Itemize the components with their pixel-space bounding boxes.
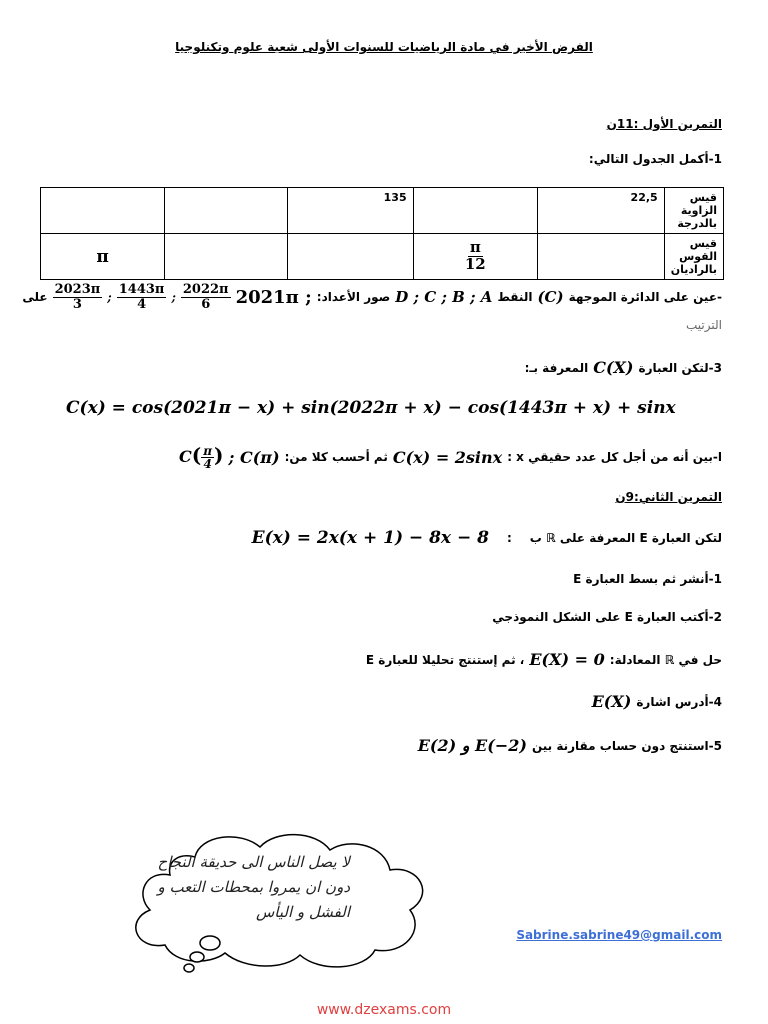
q5-text: 5-استنتج دون حساب مقارنة بين bbox=[531, 738, 722, 753]
ex2-question3 bbox=[366, 650, 722, 669]
q2-points-word: النقط bbox=[497, 290, 533, 304]
table-cell-deg-22-5: 22,5 bbox=[538, 188, 665, 234]
separator: ; bbox=[107, 290, 112, 304]
table-cell-deg-135: 135 bbox=[287, 188, 413, 234]
fraction-2022pi-6 bbox=[181, 283, 231, 311]
q2-text: -عين على الدائرة الموجهة bbox=[568, 290, 722, 304]
q3-expression: C(X) bbox=[593, 358, 634, 377]
number-2021pi: 2021π ; bbox=[235, 286, 312, 308]
q2-on-word: على bbox=[22, 290, 48, 304]
fraction-numerator: π bbox=[469, 238, 481, 257]
c-of-pi-4: C( $\frac{\pi}{4}$ ) bbox=[179, 443, 224, 472]
qa-expression: C(x) = 2sinx bbox=[392, 447, 503, 467]
table-row-radians-label: قيس القوس بالراديان bbox=[664, 234, 723, 280]
q2-order-word: الترتيب bbox=[686, 318, 722, 332]
fraction-denominator: 4 bbox=[137, 296, 147, 312]
fraction-numerator: 2023π bbox=[54, 281, 101, 297]
q2-images-word: صور الأعداد: bbox=[316, 290, 391, 304]
fraction-numerator: 2022π bbox=[182, 281, 229, 297]
quote-line: لا يصل الناس الى حديقة النجاح bbox=[157, 853, 350, 871]
exercise1-heading: التمرين الأول :11ن bbox=[606, 117, 722, 131]
angle-table bbox=[40, 187, 724, 280]
ex2-intro bbox=[252, 528, 722, 548]
q3-text: 3-لتكن العبارة bbox=[638, 360, 722, 375]
formula-c: C(x) = cos(2021π − x) + sin(2022π + x) − cos(1443π + x) + sinx bbox=[66, 398, 676, 418]
ex1-question2-line bbox=[22, 277, 722, 317]
author-email-link[interactable]: Sabrine.sabrine49@gmail.com bbox=[516, 928, 722, 942]
q3-tail: ، ثم إستنتج تحليلا للعبارة E bbox=[365, 652, 525, 667]
ex1-question3 bbox=[525, 358, 722, 377]
fraction-2023pi-3 bbox=[53, 283, 103, 311]
circle-c: (C) bbox=[537, 288, 564, 306]
q3-text: حل في ℝ المعادلة: bbox=[609, 652, 722, 667]
q3-equation: E(X) = 0 bbox=[529, 650, 605, 669]
separator: ; bbox=[171, 290, 176, 304]
ex2-question4 bbox=[592, 692, 722, 711]
fraction-1443pi-4 bbox=[117, 283, 167, 311]
fraction-numerator: π bbox=[203, 443, 213, 458]
qa-text: ا-بين أنه من أجل كل عدد حقيقي x : bbox=[507, 450, 722, 464]
ex1-question1: 1-أكمل الجدول التالي: bbox=[588, 152, 722, 166]
intro-text: لتكن العبارة E المعرفة على ℝ ب bbox=[529, 531, 722, 545]
colon: : bbox=[506, 531, 512, 545]
function-letter: C bbox=[179, 447, 192, 467]
quote-line: دون ان يمروا بمحطات التعب و bbox=[157, 878, 350, 896]
quote-line: الفشل و اليأس bbox=[256, 903, 350, 921]
fraction-denominator: 6 bbox=[201, 296, 211, 312]
fraction-numerator: 1443π bbox=[118, 281, 165, 297]
table-row-degrees-label: قيس الزاوية بالدرجة bbox=[664, 188, 723, 234]
fraction-denominator: 12 bbox=[464, 255, 486, 273]
ex2-question1: 1-أنشر ثم بسط العبارة E bbox=[573, 572, 722, 586]
fraction-denominator: 3 bbox=[72, 296, 82, 312]
fraction-denominator: 4 bbox=[203, 457, 212, 472]
table-cell-rad-pi: π bbox=[41, 234, 165, 280]
ex1-question-a bbox=[179, 436, 722, 478]
q4-expression: E(X) bbox=[591, 692, 632, 711]
exercise2-heading: التمرين الثاني:9ن bbox=[615, 490, 722, 504]
q4-text: 4-أدرس اشارة bbox=[636, 694, 722, 709]
page-title: الفرض الأخير في مادة الرياضيات للسنوات الأولى شعبة علوم وتكنلوجيا bbox=[175, 40, 593, 54]
table-cell-rad-pi-12 bbox=[413, 234, 537, 280]
formula-e: E(x) = 2x(x + 1) − 8x − 8 bbox=[251, 528, 489, 548]
points-list: D ; C ; B ; A bbox=[395, 288, 493, 306]
q5-expression: E(2) و E(−2) bbox=[417, 736, 527, 755]
ex2-question2: 2-أكتب العبارة E على الشكل النموذجي bbox=[492, 610, 722, 624]
footer-website[interactable]: www.dzexams.com bbox=[316, 1002, 452, 1018]
motivational-quote bbox=[150, 850, 350, 925]
ex2-question5 bbox=[418, 736, 722, 755]
qa-then: ثم أحسب كلا من: bbox=[284, 450, 388, 464]
q3-definition: المعرفة بـ: bbox=[524, 360, 589, 375]
c-of-pi: ; C(π) bbox=[228, 447, 280, 467]
